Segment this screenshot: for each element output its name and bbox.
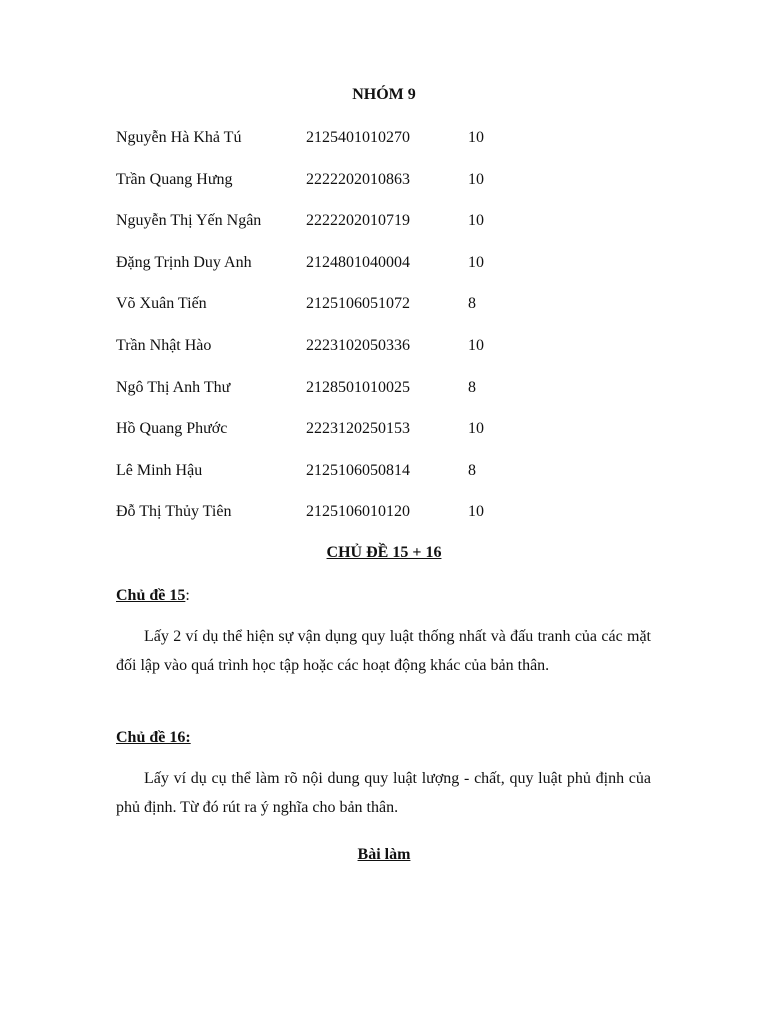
member-name: Nguyễn Hà Khả Tú [116, 129, 242, 146]
member-score: 10 [468, 337, 484, 354]
member-row [0, 462, 768, 484]
member-name: Hồ Quang Phước [116, 420, 228, 437]
member-score: 10 [468, 420, 484, 437]
member-id: 2125401010270 [306, 129, 410, 146]
member-score: 8 [468, 295, 476, 312]
topic15-label: Chủ đề 15 [116, 587, 186, 604]
member-score: 8 [468, 379, 476, 396]
member-id: 2124801040004 [306, 254, 410, 271]
member-name: Ngô Thị Anh Thư [116, 379, 231, 396]
member-id: 2125106010120 [306, 503, 410, 520]
member-name: Trần Quang Hưng [116, 171, 233, 188]
member-name: Đỗ Thị Thủy Tiên [116, 503, 232, 520]
member-row [0, 254, 768, 276]
member-id: 2125106050814 [306, 462, 410, 479]
member-name: Lê Minh Hậu [116, 462, 203, 479]
member-id: 2125106051072 [306, 295, 410, 312]
member-score: 10 [468, 212, 484, 229]
member-id: 2222202010863 [306, 171, 410, 188]
member-name: Nguyễn Thị Yến Ngân [116, 212, 262, 229]
topic15-heading [116, 587, 190, 605]
topic15-colon: : [185, 587, 190, 604]
member-id: 2223120250153 [306, 420, 410, 437]
member-name: Trần Nhật Hào [116, 337, 212, 354]
member-row [0, 420, 768, 442]
member-score: 10 [468, 171, 484, 188]
member-name: Đặng Trịnh Duy Anh [116, 254, 252, 271]
member-row [0, 337, 768, 359]
member-row [0, 171, 768, 193]
group-title: NHÓM 9 [352, 86, 416, 103]
member-score: 10 [468, 503, 484, 520]
member-row [0, 503, 768, 525]
topics-heading: CHỦ ĐỀ 15 + 16 [326, 544, 442, 561]
member-id: 2222202010719 [306, 212, 410, 229]
topic16-label: Chủ đề 16: [116, 729, 191, 746]
member-name: Võ Xuân Tiến [116, 295, 207, 312]
member-row [0, 212, 768, 234]
topic16-text: Lấy ví dụ cụ thể làm rõ nội dung quy luật lượng - chất, quy luật phủ định của phủ định. Từ đó rút ra ý nghĩa cho bản thân. [116, 770, 651, 816]
topic16-heading [116, 729, 191, 747]
member-id: 2128501010025 [306, 379, 410, 396]
answer-heading: Bài làm [357, 846, 411, 863]
member-score: 10 [468, 129, 484, 146]
member-score: 8 [468, 462, 476, 479]
member-row [0, 295, 768, 317]
member-id: 2223102050336 [306, 337, 410, 354]
member-score: 10 [468, 254, 484, 271]
member-row [0, 379, 768, 401]
member-row [0, 129, 768, 151]
topic15-text: Lấy 2 ví dụ thể hiện sự vận dụng quy luật thống nhất và đấu tranh của các mặt đối lập vào quá trình học tập hoặc các hoạt động khác của bản thân. [116, 628, 651, 674]
